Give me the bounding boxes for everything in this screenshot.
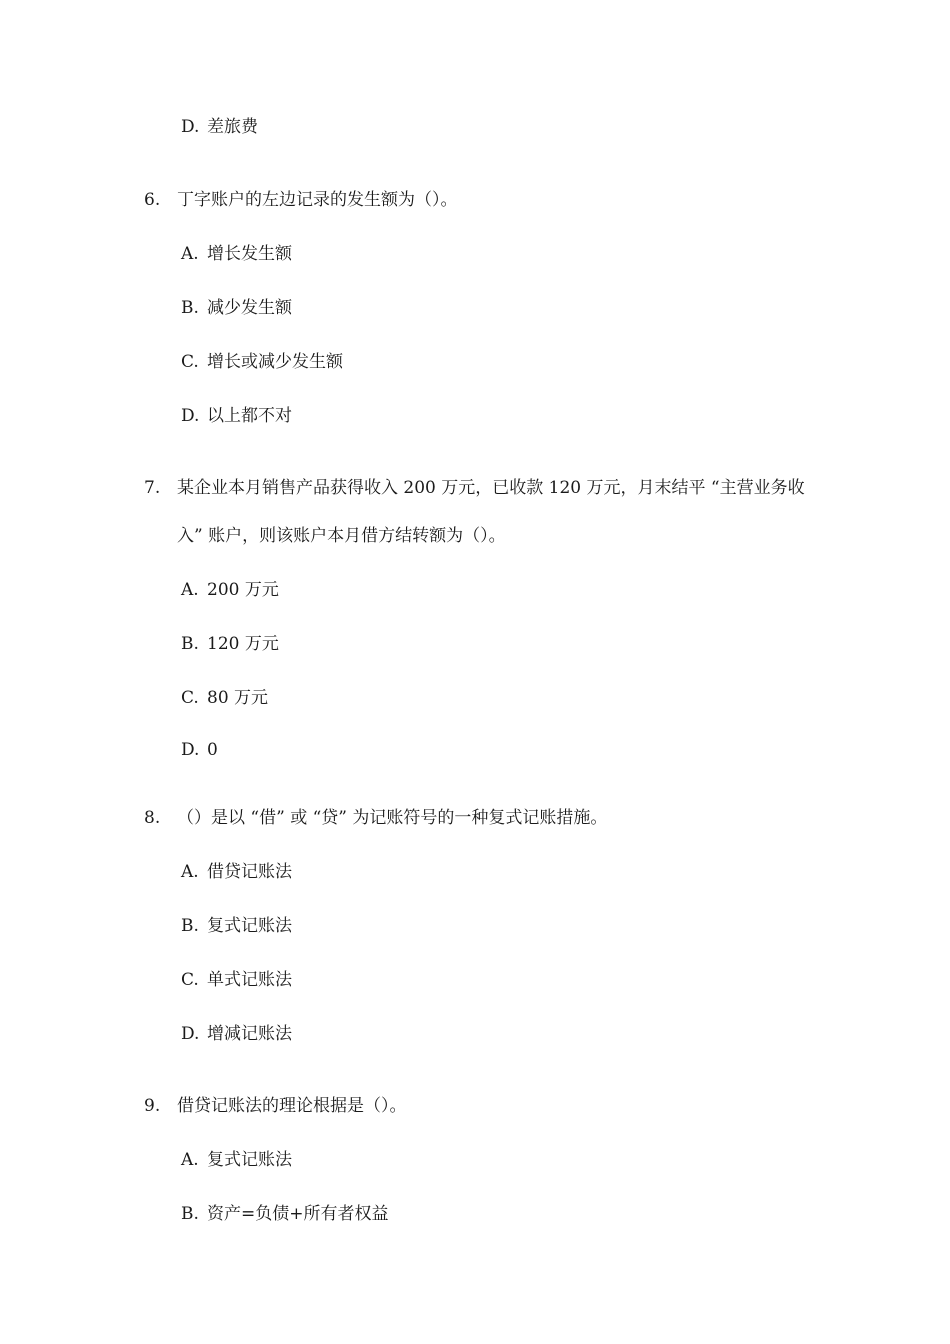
- option-letter: D.: [181, 117, 200, 137]
- option-letter: A.: [181, 862, 199, 882]
- option-letter: C.: [181, 352, 199, 372]
- option-a: [181, 860, 292, 884]
- option-letter: C.: [181, 688, 199, 708]
- option-d: [181, 115, 258, 139]
- option-text: 200 万元: [207, 580, 279, 600]
- option-b: [181, 296, 292, 320]
- option-text: 增减记账法: [207, 1024, 292, 1044]
- option-text: 资产=负债+所有者权益: [207, 1204, 389, 1224]
- option-letter: D.: [181, 740, 200, 760]
- question-number: 7.: [144, 478, 161, 498]
- option-a: [181, 1148, 292, 1172]
- option-letter: B.: [181, 298, 199, 318]
- option-a: [181, 242, 292, 266]
- question-text: 丁字账户的左边记录的发生额为（）。: [177, 190, 458, 210]
- question-number: 8.: [144, 808, 161, 828]
- option-c: [181, 350, 343, 374]
- option-letter: A.: [181, 1150, 199, 1170]
- option-b: [181, 632, 279, 656]
- option-a: [181, 578, 279, 602]
- option-letter: A.: [181, 580, 199, 600]
- option-text: 以上都不对: [207, 406, 292, 426]
- option-text: 增长发生额: [207, 244, 292, 264]
- option-letter: D.: [181, 1024, 200, 1044]
- option-text: 复式记账法: [207, 1150, 292, 1170]
- option-text: 借贷记账法: [207, 862, 292, 882]
- question-text-line-2: 入” 账户，则该账户本月借方结转额为（）。: [177, 526, 506, 546]
- option-letter: B.: [181, 916, 199, 936]
- option-c: [181, 968, 292, 992]
- question-text: 借贷记账法的理论根据是（）。: [177, 1096, 407, 1116]
- option-text: 复式记账法: [207, 916, 292, 936]
- option-letter: B.: [181, 1204, 199, 1224]
- option-b: [181, 914, 292, 938]
- option-text: 差旅费: [207, 117, 258, 137]
- option-letter: C.: [181, 970, 199, 990]
- option-letter: B.: [181, 634, 199, 654]
- question-number: 9.: [144, 1096, 161, 1116]
- question-text-line-1: 某企业本月销售产品获得收入 200 万元，已收款 120 万元，月末结平 “主营业务收: [177, 478, 805, 498]
- question-text: （）是以 “借” 或 “贷” 为记账符号的一种复式记账措施。: [177, 808, 608, 828]
- option-d: [181, 1022, 292, 1046]
- option-b: [181, 1202, 389, 1226]
- option-text: 0: [207, 740, 218, 760]
- option-text: 单式记账法: [207, 970, 292, 990]
- option-d: [181, 404, 292, 428]
- option-letter: A.: [181, 244, 199, 264]
- option-text: 减少发生额: [207, 298, 292, 318]
- option-letter: D.: [181, 406, 200, 426]
- option-text: 增长或减少发生额: [207, 352, 343, 372]
- option-d: [181, 738, 218, 762]
- option-text: 120 万元: [207, 634, 279, 654]
- option-c: [181, 686, 268, 710]
- option-text: 80 万元: [207, 688, 269, 708]
- question-number: 6.: [144, 190, 161, 210]
